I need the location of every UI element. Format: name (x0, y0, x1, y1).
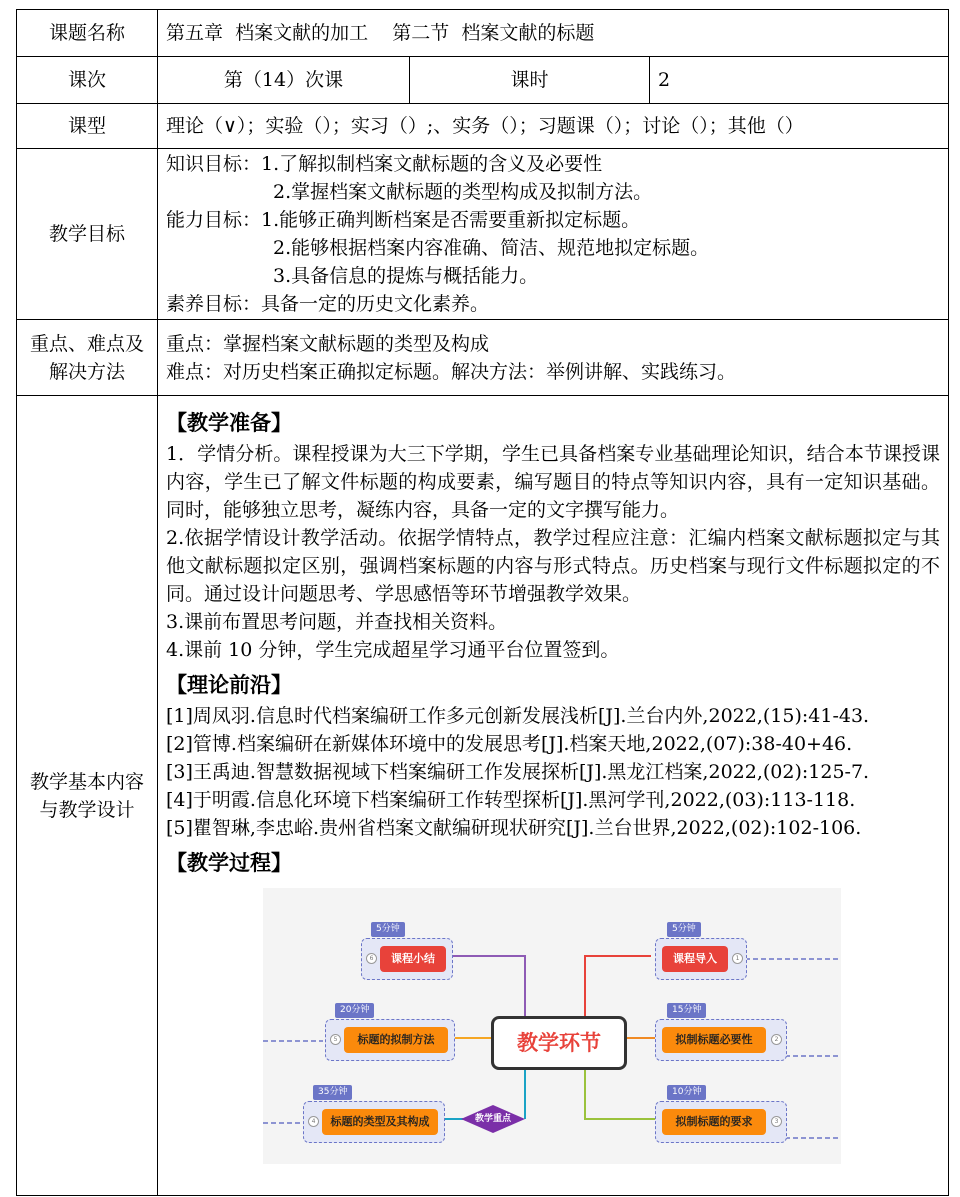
theory-heading: 【理论前沿】 (166, 672, 292, 697)
goals-label: 教学目标 (17, 149, 158, 320)
node-number-dot: 3 (771, 1116, 782, 1127)
node-requirements[interactable] (655, 1101, 787, 1143)
reference-item: [2]管博.档案编研在新媒体环境中的发展思考[J].档案天地,2022,(07):38-40+46. (166, 733, 853, 755)
reference-list (166, 702, 940, 842)
time-tag: 5分钟 (667, 922, 701, 937)
node-intro-label: 课程导入 (662, 946, 728, 972)
hours-label: 课时 (410, 57, 650, 104)
keypoints-label-line: 重点、难点及 (29, 332, 144, 355)
goal-line: 3.具备信息的提炼与概括能力。 (273, 265, 539, 287)
node-types-label: 标题的类型及其构成 (322, 1109, 438, 1135)
mindmap-diamond-label: 教学重点 (474, 1114, 511, 1124)
prep-paragraph: 4.课前 10 分钟，学生完成超星学习通平台位置签到。 (166, 639, 620, 661)
reference-item: [5]瞿智琳,李忠峪.贵州省档案文献编研现状研究[J].兰台世界,2022,(02):102-106. (166, 817, 862, 839)
goal-line: 2.能够根据档案内容准确、简洁、规范地拟定标题。 (273, 237, 710, 259)
hours-value: 2 (650, 57, 949, 104)
session-label: 课次 (17, 57, 158, 104)
time-tag: 20分钟 (335, 1003, 374, 1018)
prep-heading: 【教学准备】 (166, 410, 292, 435)
connector-requirements (585, 1064, 655, 1119)
keypoints-list (158, 320, 949, 396)
prep-paragraph: 2.依据学情设计教学活动。依据学情特点，教学过程应注意：汇编内档案文献标题拟定与其他文献标题拟定区别，强调档案标题的内容与形式特点。历史档案与现行文件标题拟定的不同。通过设计问题思考、学思感悟等环节增强教学效果。 (166, 527, 941, 605)
node-number-dot: 4 (308, 1116, 319, 1127)
node-method-label: 标题的拟制方法 (344, 1027, 448, 1053)
content-cell (158, 396, 949, 1196)
topic-value: 第五章 档案文献的加工 第二节 档案文献的标题 (158, 10, 949, 57)
node-number-dot: 2 (771, 1034, 782, 1045)
node-requirements-label: 拟制标题的要求 (662, 1109, 766, 1135)
keypoints-label (17, 320, 158, 396)
node-types[interactable] (303, 1101, 445, 1143)
node-summary-label: 课程小结 (380, 946, 446, 972)
node-intro[interactable] (655, 938, 747, 980)
type-value: 理论（∨）；实验（）；实习（）;、实务（）；习题课（）；讨论（）；其他（） (158, 104, 949, 149)
time-tag: 5分钟 (371, 922, 405, 937)
node-number-dot: 5 (330, 1034, 341, 1045)
node-necessity-label: 拟制标题必要性 (662, 1027, 766, 1053)
session-value: 第（14）次课 (158, 57, 410, 104)
time-tag: 35分钟 (313, 1085, 352, 1100)
prep-paragraph: 3.课前布置思考问题，并查找相关资料。 (166, 611, 508, 633)
node-method[interactable] (325, 1019, 455, 1061)
connector-summary (453, 956, 525, 1016)
goal-line: 能力目标：1.能够正确判断档案是否需要重新拟定标题。 (166, 209, 641, 231)
keypoints-label-line: 解决方法 (48, 360, 125, 383)
reference-item: [1]周凤羽.信息时代档案编研工作多元创新发展浅析[J].兰台内外,2022,(15):41-43. (166, 705, 870, 727)
topic-label: 课题名称 (17, 10, 158, 57)
node-number-dot: 1 (732, 953, 743, 964)
goal-line: 知识目标：1.了解拟制档案文献标题的含义及必要性 (166, 153, 603, 175)
node-summary[interactable] (361, 938, 453, 980)
process-heading: 【教学过程】 (166, 850, 292, 875)
node-number-dot: 6 (366, 953, 377, 964)
reference-item: [4]于明霞.信息化环境下档案编研工作转型探析[J].黑河学刊,2022,(03):113-118. (166, 789, 856, 811)
content-label: 教学基本内容与教学设计 (17, 396, 158, 1196)
prep-paragraph: 1．学情分析。课程授课为大三下学期，学生已具备档案专业基础理论知识，结合本节课授课内容，学生已了解文件标题的构成要素，编写题目的特点等知识内容，具有一定知识基础。同时，能够独立思考，凝练内容，具备一定的文字撰写能力。 (166, 443, 941, 521)
time-tag: 15分钟 (667, 1003, 706, 1018)
keypoint-line: 难点：对历史档案正确拟定标题。解决方法：举例讲解、实践练习。 (166, 360, 737, 383)
goal-line: 2.掌握档案文献标题的类型构成及拟制方法。 (273, 181, 653, 203)
teaching-mindmap (263, 888, 841, 1164)
node-necessity[interactable] (655, 1019, 787, 1061)
keypoint-line: 重点：掌握档案文献标题的类型及构成 (166, 332, 490, 355)
mindmap-center[interactable]: 教学环节 (491, 1016, 627, 1070)
goals-list (158, 149, 949, 320)
reference-item: [3]王禹迪.智慧数据视域下档案编研工作发展探析[J].黑龙江档案,2022,(02):125-7. (166, 761, 870, 783)
time-tag: 10分钟 (667, 1085, 706, 1100)
connector-intro (585, 956, 651, 1016)
type-label: 课型 (17, 104, 158, 149)
lesson-plan-table (16, 9, 949, 1196)
goal-line: 素养目标：具备一定的历史文化素养。 (166, 293, 490, 315)
